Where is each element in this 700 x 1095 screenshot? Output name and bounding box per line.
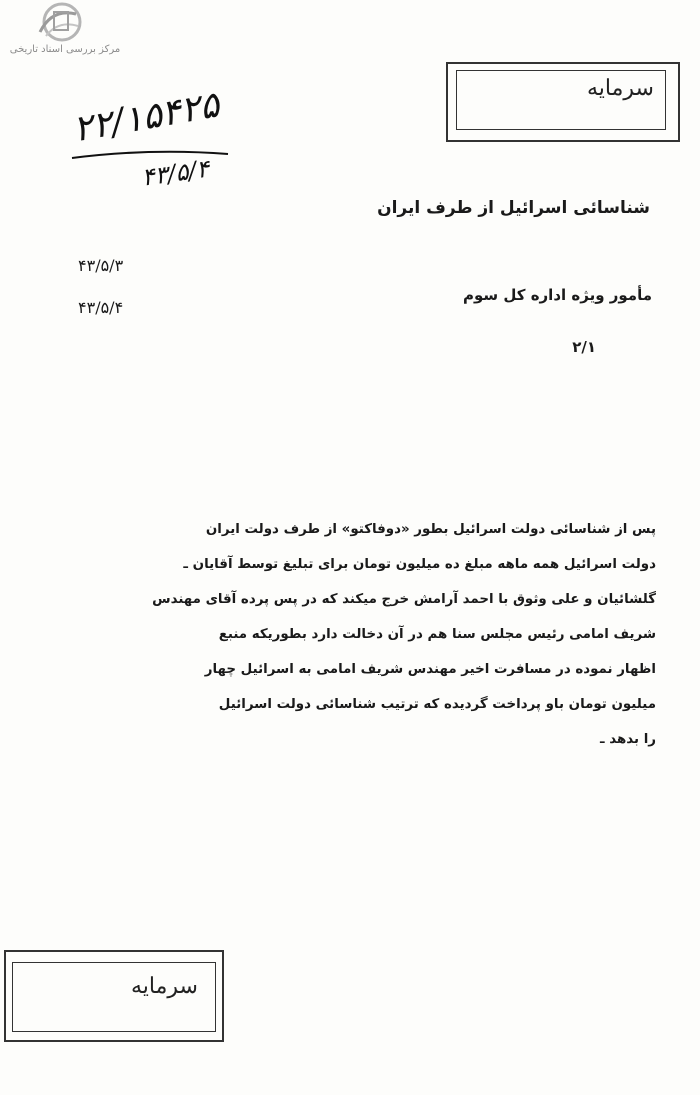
- reference-number: ۲/۱: [572, 338, 596, 356]
- stamp-top-text: سرمایه: [587, 76, 654, 101]
- body-line: شریف امامی رئیس مجلس سنا هم در آن دخالت دارد بطوریکه منبع: [218, 627, 656, 642]
- body-line: دولت اسرائیل همه ماهه مبلغ ده میلیون تومان برای تبلیغ توسط آقایان ـ: [183, 557, 656, 572]
- archive-emblem-icon: [32, 2, 84, 44]
- body-line: را بدهد ـ: [600, 732, 656, 747]
- handwritten-underline-icon: [70, 150, 230, 160]
- handwritten-line-1: ۲۲/۱۵۴۲۵: [70, 84, 223, 151]
- stamp-top: [446, 62, 680, 142]
- body-line: میلیون تومان باو پرداخت گردیده که ترتیب شناسائی دولت اسرائیل: [218, 697, 656, 712]
- body-line: اظهار نموده در مسافرت اخیر مهندس شریف امامی به اسرائیل چهار: [204, 662, 656, 677]
- body-line: گلشائیان و علی وثوق با احمد آرامش خرج میکند که در پس پرده آقای مهندس: [152, 592, 656, 607]
- handwritten-file-number: [60, 84, 260, 210]
- archive-watermark: [6, 2, 126, 64]
- watermark-text: مرکز بررسی اسناد تاریخی: [9, 44, 121, 55]
- report-body: [56, 512, 656, 757]
- stamp-bottom-text: سرمایه: [131, 974, 198, 999]
- date-line-1: ۴۳/۵/۳: [78, 256, 124, 275]
- addressee-line: مأمور ویژه اداره کل سوم: [462, 286, 652, 304]
- handwritten-line-2: ۴۳/۵/۴: [140, 154, 211, 192]
- subject-line: شناسائی اسرائیل از طرف ایران: [377, 198, 650, 218]
- stamp-bottom: [4, 950, 224, 1042]
- body-line: پس از شناسائی دولت اسرائیل بطور «دوفاکتو» از طرف دولت ایران: [205, 522, 656, 537]
- date-line-2: ۴۳/۵/۴: [78, 298, 124, 317]
